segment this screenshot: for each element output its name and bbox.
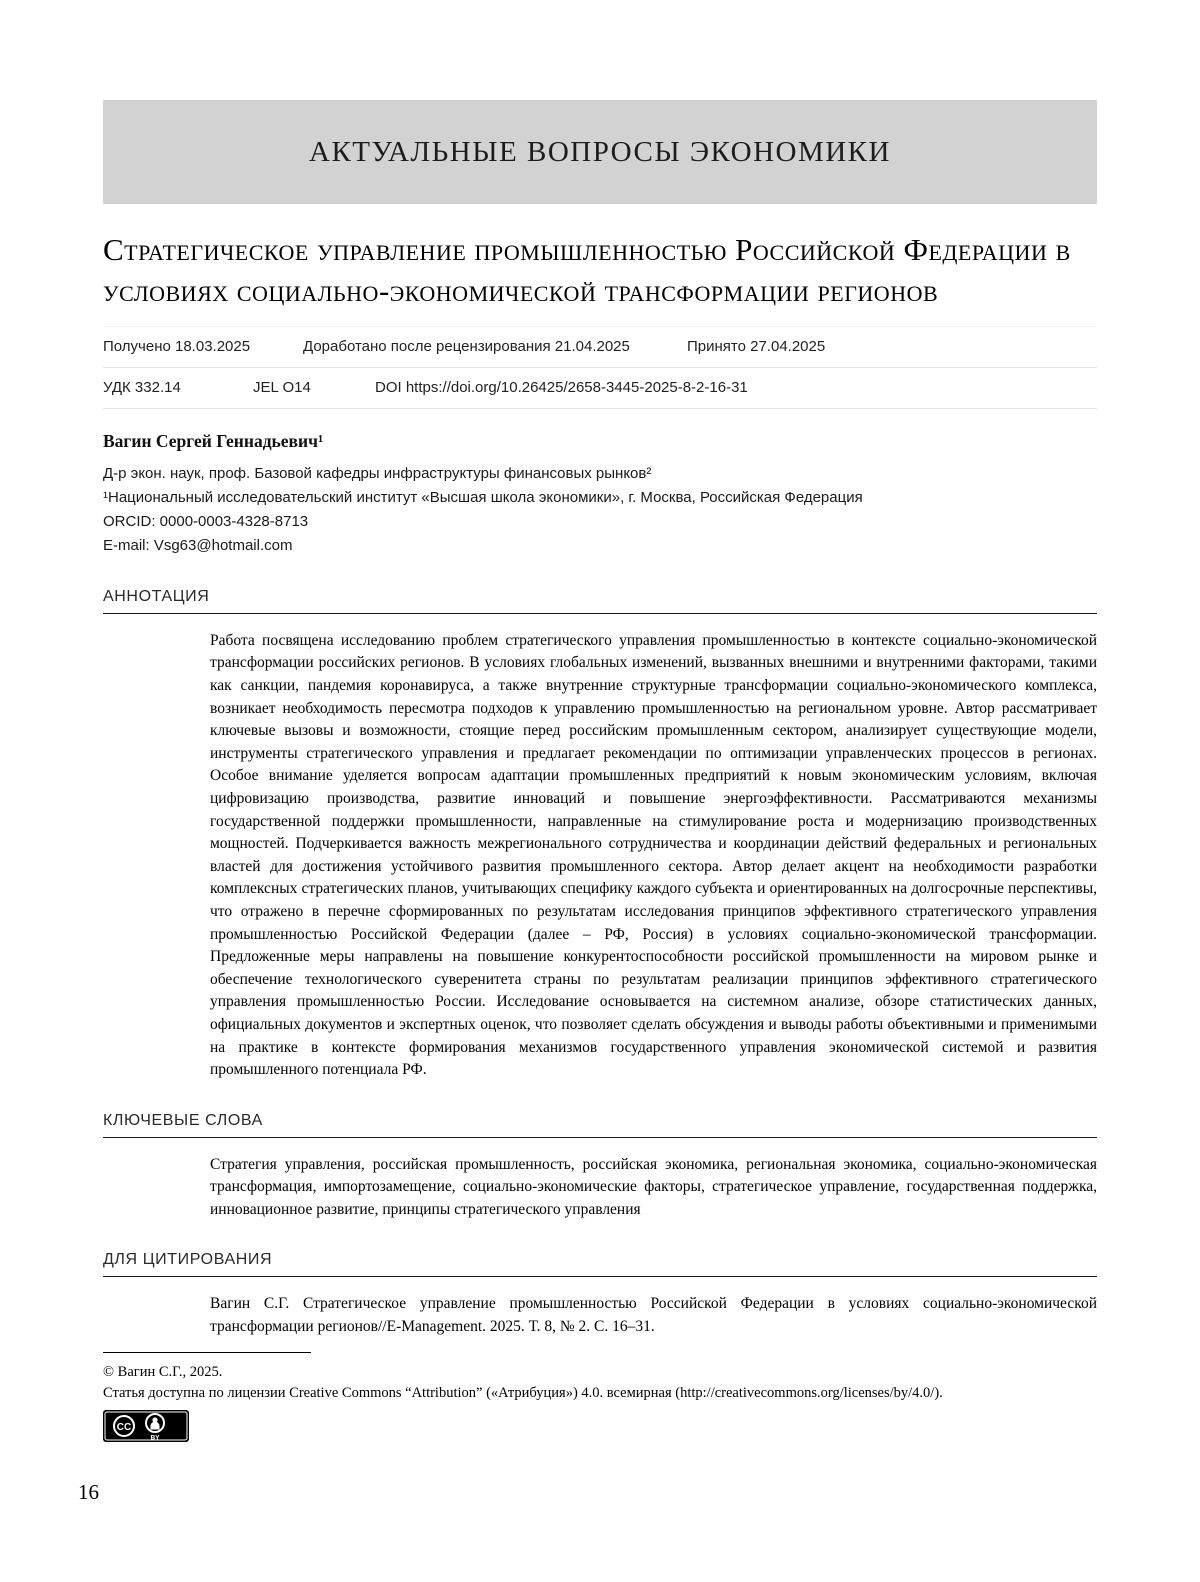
keywords-heading: КЛЮЧЕВЫЕ СЛОВА (103, 1112, 1097, 1138)
author-affiliation: ¹Национальный исследовательский институт «Высшая школа экономики», г. Москва, Российская Федерация (103, 488, 863, 506)
cc-by-badge (103, 1410, 189, 1447)
copyright-line: © Вагин С.Г., 2025. (103, 1364, 223, 1380)
cc-by-license-icon (103, 1410, 189, 1442)
doi-link: DOI https://doi.org/10.26425/2658-3445-2025-8-2-16-31 (375, 379, 748, 397)
page-number: 16 (78, 1480, 99, 1504)
author-orcid: ORCID: 0000-0003-4328-8713 (103, 512, 309, 530)
author-name: Вагин Сергей Геннадьевич¹ (103, 430, 324, 451)
revised-date: Доработано после рецензирования 21.04.2025 (303, 338, 630, 356)
footer (103, 1352, 1097, 1447)
by-glyph: BY (150, 1434, 160, 1442)
citation-text: Вагин С.Г. Стратегическое управление промышленностью Российской Федерации в условиях социально-экономической трансформации регионов//E-Management. 2025. Т. 8, № 2. С. 16–31. (210, 1295, 1097, 1336)
accepted-date: Принято 27.04.2025 (687, 338, 826, 356)
abstract-heading: АННОТАЦИЯ (103, 588, 1097, 614)
article-title: Стратегическое управление промышленностью Российской Федерации в условиях социально-экономической трансформации регионов (103, 232, 1071, 308)
received-date: Получено 18.03.2025 (103, 338, 251, 356)
author-email: E-mail: Vsg63@hotmail.com (103, 536, 293, 554)
footnote-rule (103, 1352, 311, 1353)
rubric-title: АКТУАЛЬНЫЕ ВОПРОСЫ ЭКОНОМИКИ (309, 135, 891, 168)
codes-row (103, 368, 1097, 409)
abstract-text: Работа посвящена исследованию проблем стратегического управления промышленностью в контексте социально-экономической трансформации российских регионов. В условиях глобальных изменений, вызванных внешними и внутренними факторами, такими как санкции, пандемия коронавируса, а также внутренние структурные трансформации социально-экономического комплекса, возникает необходимость пересмотра подходов к управлению промышленностью на региональном уровне. Автор рассматривает ключевые вызовы и возможности, стоящие перед российским промышленным сектором, анализирует существующие модели, инструменты стратегического управления и предлагает рекомендации по оптимизации управленческих процессов в регионах. Особое внимание уделяется вопросам адаптации промышленных предприятий к новым экономическим условиям, включая цифровизацию производства, развитие инноваций и повышение энергоэффективности. Рассматриваются механизмы государственной поддержки промышленности, направленные на стимулирование роста и модернизацию производственных мощностей. Подчеркивается важность межрегионального сотрудничества и координации действий федеральных и региональных властей для достижения устойчивого развития промышленного сектора. Автор делает акцент на необходимости разработки комплексных стратегических планов, учитывающих специфику каждого субъекта и ориентированных на долгосрочные перспективы, что отражено в перечне сформированных по результатам исследования принципов эффективного стратегического управления промышленностью Российской Федерации (далее – РФ, Россия) в условиях социально-экономической трансформации. Предложенные меры направлены на повышение конкурентоспособности российской промышленности на мировом рынке и обеспечение технологического суверенитета страны по результатам реализации принципов эффективного стратегического управления промышленностью России. Исследование основывается на системном анализе, обзоре статистических данных, официальных документов и экспертных оценок, что позволяет сделать обсуждения и выводы работы объективными и применимыми на практике в контексте формирования механизмов государственного управления экономической системой и развития промышленного потенциала РФ. (210, 631, 1097, 1079)
rubric-banner (103, 100, 1097, 204)
license-line: Статья доступна по лицензии Creative Commons “Attribution” («Атрибуция») 4.0. всемирная (http://creativecommons.org/licenses/by/4.0/). (103, 1385, 943, 1401)
keywords-text: Стратегия управления, российская промышленность, российская экономика, региональная экономика, социально-экономическая трансформация, импортозамещение, социально-экономические факторы, стратегическое управление, государственная поддержка, инновационное развитие, принципы стратегического управления (210, 1155, 1097, 1218)
author-degree: Д-р экон. наук, проф. Базовой кафедры инфраструктуры финансовых рынков² (103, 464, 652, 482)
jel-code: JEL O14 (253, 379, 311, 397)
dates-row (103, 326, 1097, 368)
author-block (103, 431, 1097, 558)
cc-glyph: CC (116, 1422, 132, 1433)
citation-heading: ДЛЯ ЦИТИРОВАНИЯ (103, 1251, 1097, 1277)
udc-code: УДК 332.14 (103, 379, 181, 397)
